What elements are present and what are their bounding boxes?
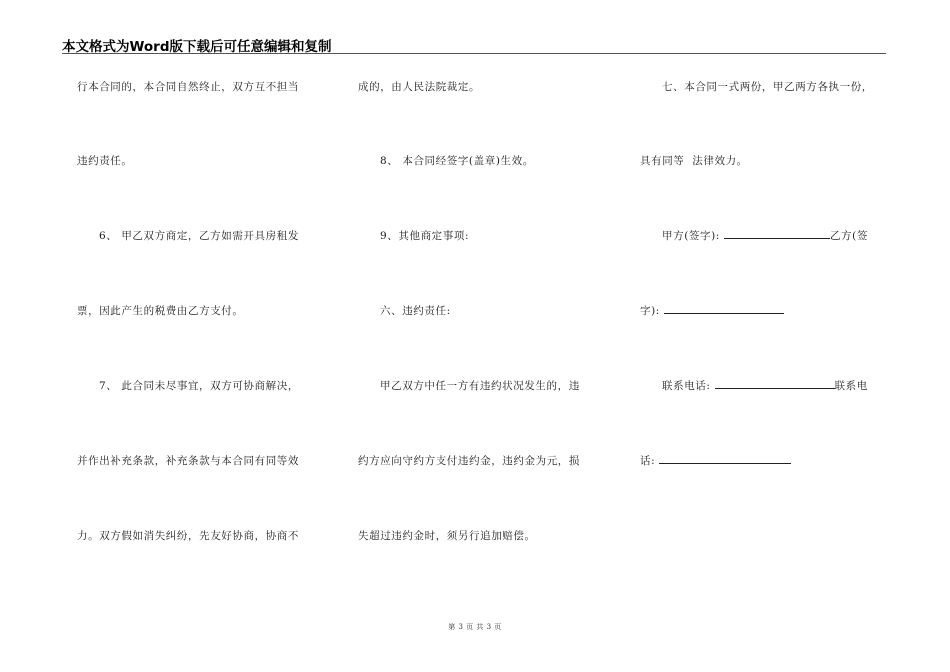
right-line-2: 具有同等 法律效力。 [640,155,748,167]
right-line-4 [640,304,784,318]
middle-line-6: 约方应向守约方支付违约金，违约金为元，损 [358,455,580,467]
left-line-1: 行本合同的，本合同自然终止，双方互不担当 [77,81,299,93]
header-title: 本文格式为Word版下载后可任意编辑和复制 [62,39,332,55]
right-line-5 [662,379,868,393]
left-line-4: 票，因此产生的税费由乙方支付。 [77,305,244,317]
right-line-3 [662,229,868,243]
left-line-7: 力。双方假如消失纠纷，先友好协商，协商不 [77,530,299,542]
party-a-phone-label: 联系电话: [662,380,711,392]
right-line-6 [640,454,791,468]
right-line-1: 七、本合同一式两份，甲乙两方各执一份， [662,81,873,93]
middle-line-1: 成的，由人民法院裁定。 [358,81,481,93]
left-line-5: 7、 此合同未尽事宜，双方可协商解决， [99,380,299,392]
page-number: 第 3 页 共 3 页 [448,623,502,631]
party-a-signature-blank [724,229,830,239]
party-a-phone-blank [715,379,835,389]
left-line-2: 违约责任。 [77,155,133,167]
middle-line-3: 9、其他商定事项: [380,230,470,242]
left-line-3: 6、 甲乙双方商定，乙方如需开具房租发 [99,230,299,242]
middle-line-2: 8、 本合同经签字(盖章)生效。 [380,155,534,167]
left-line-6: 并作出补充条款，补充条款与本合同有同等效 [77,455,299,467]
page-header [62,33,886,54]
party-b-signature-label: 乙方(签 [829,230,868,242]
party-b-phone-label-cont: 话: [640,455,656,467]
middle-line-7: 失超过违约金时，须另行追加赔偿。 [358,530,536,542]
party-a-signature-label: 甲方(签字): [662,230,720,242]
party-b-signature-label-cont: 字): [640,305,660,317]
middle-line-5: 甲乙双方中任一方有违约状况发生的，违 [380,380,580,392]
party-b-phone-label: 联系电 [834,380,868,392]
middle-line-4: 六、违约责任: [380,305,451,317]
party-b-signature-blank [664,304,784,314]
party-b-phone-blank [659,454,791,464]
